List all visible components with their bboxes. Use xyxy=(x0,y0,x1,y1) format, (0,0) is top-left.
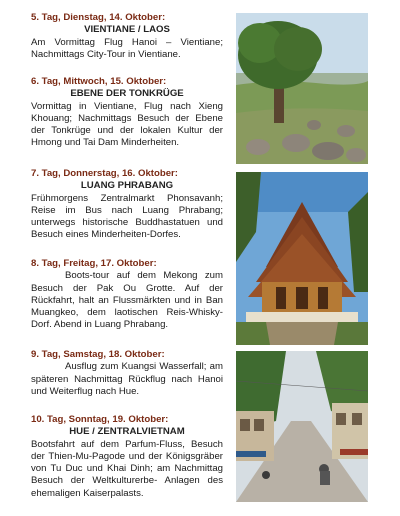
day-description: Frühmorgens Zentralmarkt Phonsavanh; Reise im Bus nach Luang Phrabang; unterwegs historische Buddhastatuen und Besuch eines Minderheiten-Dorfes. xyxy=(31,192,223,241)
day-description: Ausflug zum Kuangsi Wasserfall; am späteren Nachmittag Rückflug nach Hanoi und Weiterflug nach Hue. xyxy=(31,361,223,397)
day-6 xyxy=(31,76,223,150)
day-heading: 7. Tag, Donnerstag, 16. Oktober: xyxy=(31,168,178,179)
village-street-photo-art xyxy=(236,351,368,502)
day-10 xyxy=(31,414,223,500)
day-description: Vormittag in Vientiane, Flug nach Xieng Khouang; Nachmittags Besuch der Ebene der Tonkrüge und der lokalen Kultur der Hmong und Tai Dam Minderheiten. xyxy=(31,100,223,149)
day-heading: 8. Tag, Freitag, 17. Oktober: xyxy=(31,258,157,269)
day-subheading: EBENE DER TONKRÜGE xyxy=(70,88,184,100)
day-heading: 10. Tag, Sonntag, 19. Oktober: xyxy=(31,414,169,425)
day-8 xyxy=(31,258,223,332)
day-description: Boots-tour auf dem Mekong zum Besuch der Pak Ou Grotte. Auf der Rückfahrt, halt an Flussmärkten und in Ban Muangkeo, dem laotischen Reis-Whisky-Dorf. Abend in Luang Phrabang. xyxy=(31,270,223,331)
day-subheading: HUE / ZENTRALVIETNAM xyxy=(69,426,185,438)
day-heading: 9. Tag, Samstag, 18. Oktober: xyxy=(31,349,165,360)
plain-of-jars-photo-art xyxy=(236,13,368,164)
laos-temple-photo-art xyxy=(236,172,368,345)
day-heading: 6. Tag, Mittwoch, 15. Oktober: xyxy=(31,76,167,87)
laos-temple-photo xyxy=(236,172,368,345)
day-9 xyxy=(31,349,223,398)
day-subheading: LUANG PHRABANG xyxy=(80,180,174,192)
plain-of-jars-photo xyxy=(236,13,368,164)
day-description: Bootsfahrt auf dem Parfum-Fluss, Besuch der Thien-Mu-Pagode und der Königsgräber von Tu Duc und Khai Dinh; am Nachmittag Besuch der Weltkulturerbe- Anlagen des ehemaligen Kaiserpalasts. xyxy=(31,438,223,499)
day-5 xyxy=(31,12,223,61)
day-heading: 5. Tag, Dienstag, 14. Oktober: xyxy=(31,12,166,23)
day-subheading: VIENTIANE / LAOS xyxy=(84,24,170,36)
day-description: Am Vormittag Flug Hanoi – Vientiane; Nachmittags City-Tour in Vientiane. xyxy=(31,36,223,60)
day-7 xyxy=(31,168,223,242)
village-street-photo xyxy=(236,351,368,502)
